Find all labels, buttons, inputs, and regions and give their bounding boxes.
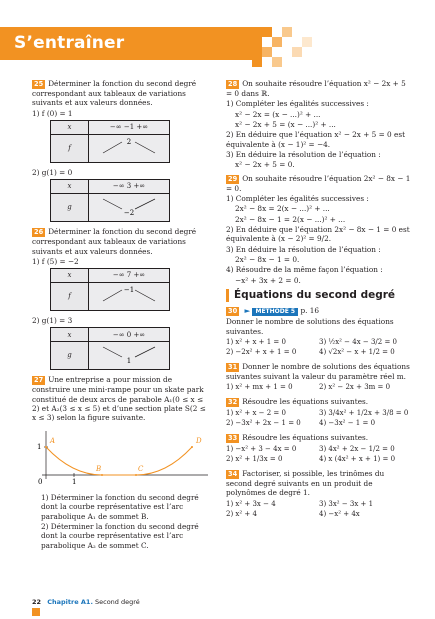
exercise-number: 31 bbox=[228, 362, 238, 371]
question: 2) g(1) = 3 bbox=[32, 316, 73, 326]
decor-square bbox=[272, 37, 282, 47]
table-values: −∞ 0 +∞ bbox=[89, 328, 170, 342]
exercise-text: Donner le nombre de solutions des équations suivantes suivant la valeur du paramètre réel m. bbox=[226, 361, 410, 381]
item: 4) x (4x² + x + 1) = 0 bbox=[319, 455, 396, 464]
footer-marker bbox=[32, 608, 40, 616]
exercise-text: Résoudre les équations suivantes. bbox=[242, 433, 369, 443]
question: 2) En déduire que l’équation 2x² − 8x − 1 = 0 est équivalente à (x − 2)² = 9/2. bbox=[226, 224, 410, 244]
variation-arrows bbox=[89, 283, 170, 311]
item: 1) x² + x − 2 = 0 bbox=[226, 409, 286, 418]
exercise-number: 30 bbox=[228, 307, 238, 316]
point-label: D bbox=[196, 436, 202, 445]
page-title: S’entraîner bbox=[14, 33, 125, 53]
exercise-33 bbox=[226, 433, 412, 465]
extremum-value: −1 bbox=[123, 286, 135, 295]
question: 2) Déterminer la fonction du second degré dont la courbe représentative est l’arc parabolique A₂ de sommet C. bbox=[41, 522, 199, 550]
answer-grid bbox=[226, 499, 412, 520]
variation-arrows bbox=[89, 342, 170, 370]
question: 2) g(1) = 0 bbox=[32, 167, 73, 177]
table-label: f bbox=[51, 134, 89, 162]
table-label: x bbox=[51, 180, 89, 194]
exercise-number: 33 bbox=[228, 434, 238, 443]
chapter-label: Chapitre A1. bbox=[47, 598, 93, 606]
chapter-title: Second degré bbox=[95, 598, 140, 606]
section-title: Équations du second degré bbox=[226, 289, 412, 302]
method-page: p. 16 bbox=[300, 306, 320, 316]
table-values: −∞ 7 +∞ bbox=[89, 269, 170, 283]
table-label: g bbox=[51, 342, 89, 370]
item: 3) 4x² + 2x − 1/2 = 0 bbox=[319, 445, 395, 454]
axis-tick: 0 bbox=[38, 477, 43, 486]
axis-tick: 1 bbox=[72, 477, 77, 486]
item: 1) x² + mx + 1 = 0 bbox=[226, 383, 293, 392]
table-label: x bbox=[51, 120, 89, 134]
equation-line: x² − 2x + 5 = (x − ...)² + ... bbox=[235, 119, 336, 129]
exercise-29 bbox=[226, 174, 412, 285]
extremum-value: 1 bbox=[126, 357, 132, 366]
answer-grid bbox=[226, 444, 412, 465]
exercise-text: Déterminer la fonction du second degré correspondant aux tableaux de variations suivants et aux valeurs données. bbox=[32, 79, 197, 108]
equation-line: −x² + 3x + 2 = 0. bbox=[235, 275, 301, 285]
item: 3) 3x² − 3x + 1 bbox=[319, 499, 374, 508]
item: 2) x² − 2x + 3m = 0 bbox=[319, 383, 391, 392]
decor-square bbox=[282, 27, 292, 37]
table-label: x bbox=[51, 328, 89, 342]
table-values: −∞ 3 +∞ bbox=[89, 180, 170, 194]
question: 1) Déterminer la fonction du second degré dont la courbe représentative est l’arc parabolique A₁ de sommet B. bbox=[41, 493, 199, 521]
right-column bbox=[226, 78, 412, 524]
variation-table bbox=[50, 120, 170, 163]
exercise-number: 26 bbox=[34, 228, 44, 237]
page-footer bbox=[32, 598, 140, 606]
exercise-number: 27 bbox=[34, 376, 44, 385]
exercise-25 bbox=[32, 79, 212, 222]
equation-line: 2x² − 8x − 1 = 2(x − ...)² + ... bbox=[235, 214, 346, 224]
question: 1) Compléter les égalités successives : bbox=[226, 193, 369, 203]
equation-line: x² − 2x = (x − ...)² + ... bbox=[235, 109, 321, 119]
axis-tick: 1 bbox=[37, 442, 42, 451]
variation-table bbox=[50, 179, 170, 222]
item: 2) −2x² + x + 1 = 0 bbox=[226, 347, 297, 356]
extremum-value: −2 bbox=[123, 209, 135, 218]
exercise-number: 32 bbox=[228, 398, 238, 407]
exercise-number: 25 bbox=[34, 80, 44, 88]
exercise-26 bbox=[32, 227, 212, 370]
table-label: f bbox=[51, 283, 89, 311]
exercise-text: Donner le nombre de solutions des équations suivantes. bbox=[226, 317, 394, 336]
variation-arrows bbox=[89, 134, 170, 162]
item: 4) −x² + 4x bbox=[319, 509, 360, 518]
point-label: C bbox=[138, 464, 144, 473]
answer-grid bbox=[226, 337, 412, 358]
header-banner bbox=[0, 0, 435, 70]
decor-square bbox=[272, 57, 282, 67]
item: 4) √2x² − x + 1/2 = 0 bbox=[319, 347, 395, 356]
question: 3) En déduire la résolution de l’équation : bbox=[226, 244, 381, 254]
item: 3) 3/4x² + 1/2x + 3/8 = 0 bbox=[319, 409, 409, 418]
exercise-28 bbox=[226, 79, 412, 170]
item: 1) x² + 3x − 4 bbox=[226, 499, 276, 508]
table-values: −∞ −1 +∞ bbox=[89, 120, 170, 134]
exercise-text: Une entreprise a pour mission de construire une mini-rampe pour un skate park constitué de deux arcs de parabole A₁(0 ≤ x ≤ 2) et A₂(3 ≤ x ≤ 5) et d’une section plate S(2 ≤ x ≤ 3) selon la figure suivante. bbox=[32, 375, 206, 423]
decor-square bbox=[252, 57, 262, 67]
point-label: A bbox=[50, 436, 56, 445]
method-arrow-icon: ► bbox=[244, 306, 251, 316]
page-number: 22 bbox=[32, 598, 42, 606]
question: 4) Résoudre de la même façon l’équation : bbox=[226, 265, 383, 275]
question: 2) En déduire que l’équation x² − 2x + 5 = 0 est équivalente à (x − 1)² = −4. bbox=[226, 130, 406, 149]
skate-ramp-figure bbox=[32, 427, 212, 489]
exercise-31 bbox=[226, 362, 412, 393]
variation-table bbox=[50, 327, 170, 370]
exercise-34 bbox=[226, 469, 412, 520]
table-label: g bbox=[51, 194, 89, 222]
answer-grid bbox=[226, 382, 412, 393]
method-link[interactable]: MÉTHODE 5 bbox=[252, 308, 298, 316]
item: 1) x² + x + 1 = 0 bbox=[226, 338, 286, 346]
left-column bbox=[32, 78, 212, 554]
exercise-number: 28 bbox=[228, 80, 238, 88]
exercise-text: On souhaite résoudre l’équation x² − 2x + 5 = 0 dans ℝ. bbox=[226, 79, 406, 98]
question: 1) f (5) = −2 bbox=[32, 256, 79, 266]
item: 3) ½x² − 4x − 3/2 = 0 bbox=[319, 338, 398, 346]
decor-square bbox=[262, 47, 272, 57]
point-label: B bbox=[96, 464, 102, 473]
decor-square bbox=[262, 27, 272, 37]
equation-line: x² − 2x + 5 = 0. bbox=[235, 160, 295, 170]
table-label: x bbox=[51, 269, 89, 283]
item: 1) −x² + 3 − 4x = 0 bbox=[226, 445, 297, 454]
exercise-number: 29 bbox=[228, 174, 238, 183]
item: 2) −3x² + 2x − 1 = 0 bbox=[226, 419, 301, 428]
variation-table bbox=[50, 268, 170, 311]
exercise-text: Factoriser, si possible, les trinômes du second degré suivants en un produit de polynômes de degré 1. bbox=[226, 469, 385, 498]
question: 3) En déduire la résolution de l’équation : bbox=[226, 149, 381, 159]
extremum-value: 2 bbox=[126, 137, 132, 146]
variation-arrows bbox=[89, 194, 170, 222]
decor-square bbox=[292, 47, 302, 57]
item: 4) −3x² − 1 = 0 bbox=[319, 419, 376, 428]
decor-square bbox=[302, 37, 312, 47]
exercise-number: 34 bbox=[228, 470, 238, 478]
item: 2) x² + 4 bbox=[226, 509, 257, 518]
exercise-27 bbox=[32, 375, 212, 550]
exercise-32 bbox=[226, 397, 412, 429]
exercise-30 bbox=[226, 306, 412, 358]
question: 1) f (0) = 1 bbox=[32, 108, 73, 118]
equation-line: 2x² − 8x − 1 = 0. bbox=[235, 254, 300, 264]
item: 2) x² + 1/3x = 0 bbox=[226, 455, 283, 464]
question: 1) Compléter les égalités successives : bbox=[226, 99, 369, 109]
exercise-text: Déterminer la fonction du second degré correspondant aux tableaux de variations suivants et aux valeurs données. bbox=[32, 227, 197, 256]
equation-line: 2x² − 8x = 2(x − ...)² + ... bbox=[235, 204, 330, 214]
exercise-text: On souhaite résoudre l’équation 2x² − 8x − 1 = 0. bbox=[226, 173, 411, 193]
answer-grid bbox=[226, 408, 412, 429]
exercise-text: Résoudre les équations suivantes. bbox=[242, 397, 369, 407]
